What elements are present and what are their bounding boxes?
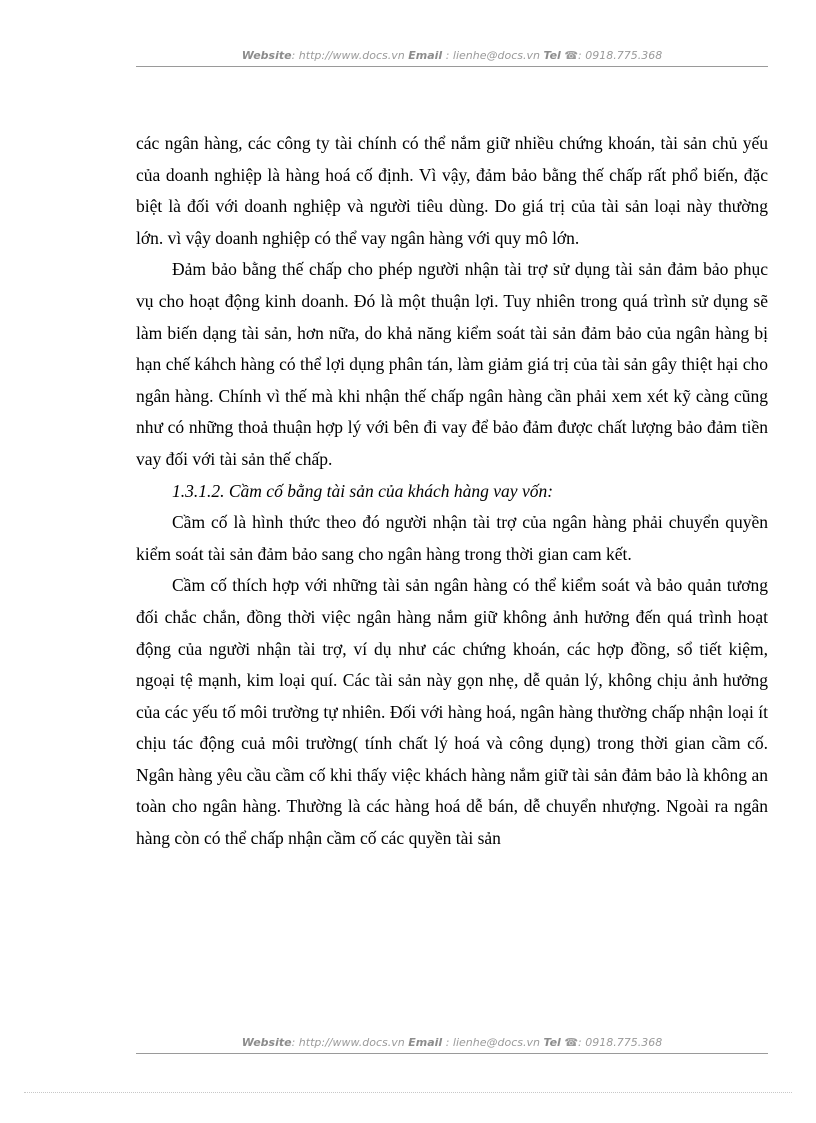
header-rule bbox=[136, 66, 768, 67]
section-heading: 1.3.1.2. Cầm cố bằng tài sản của khách hàng vay vốn: bbox=[172, 480, 554, 501]
footer-tel-label: Tel bbox=[543, 1036, 561, 1049]
footer-email-value: : lienhe@docs.vn bbox=[445, 1036, 540, 1049]
document-body bbox=[136, 128, 768, 855]
phone-icon: ☎ bbox=[564, 49, 579, 62]
header-tel-label: Tel bbox=[543, 49, 561, 62]
footer-email-label: Email bbox=[408, 1036, 443, 1049]
paragraph-3: Cầm cố là hình thức theo đó người nhận tài trợ của ngân hàng phải chuyển quyền kiểm soát tài sản đảm bảo sang cho ngân hàng trong thời gian cam kết. bbox=[136, 512, 768, 564]
footer-website-label: Website bbox=[241, 1036, 292, 1049]
header-website-value: : http://www.docs.vn bbox=[291, 49, 405, 62]
footer-rule bbox=[136, 1053, 768, 1054]
header-tel-value: : 0918.775.368 bbox=[578, 49, 663, 62]
header-email-value: : lienhe@docs.vn bbox=[445, 49, 540, 62]
page-edge-divider bbox=[24, 1092, 792, 1093]
footer-website-value: : http://www.docs.vn bbox=[291, 1036, 405, 1049]
header-website-label: Website bbox=[241, 49, 292, 62]
paragraph-4: Cầm cố thích hợp với những tài sản ngân hàng có thể kiểm soát và bảo quản tương đối chắc chắn, đồng thời việc ngân hàng nắm giữ không ảnh hưởng đến quá trình hoạt động của người nhận tài trợ, ví dụ như các chứng khoán, các hợp đồng, sổ tiết kiệm, ngoại tệ mạnh, kim loại quí. Các tài sản này gọn nhẹ, dễ quản lý, không chịu ảnh hưởng của các yếu tố môi trường tự nhiên. Đối với hàng hoá, ngân hàng thường chấp nhận loại ít chịu tác động cuả môi trường( tính chất lý hoá và công dụng) trong thời gian cầm cố. Ngân hàng yêu cầu cầm cố khi thấy việc khách hàng nắm giữ tài sản đảm bảo là không an toàn cho ngân hàng. Thường là các hàng hoá dễ bán, dễ chuyển nhượng. Ngoài ra ngân hàng còn có thể chấp nhận cầm cố các quyền tài sản bbox=[136, 575, 768, 849]
paragraph-1: các ngân hàng, các công ty tài chính có thể nắm giữ nhiều chứng khoán, tài sản chủ yếu của doanh nghiệp là hàng hoá cố định. Vì vậy, đảm bảo bằng thế chấp rất phổ biến, đặc biệt là đối với doanh nghiệp và người tiêu dùng. Do giá trị của tài sản loại này thường lớn. vì vậy doanh nghiệp có thể vay ngân hàng với quy mô lớn. bbox=[136, 133, 768, 248]
page-footer bbox=[136, 1035, 768, 1051]
footer-tel-value: : 0918.775.368 bbox=[578, 1036, 663, 1049]
header-email-label: Email bbox=[408, 49, 443, 62]
phone-icon: ☎ bbox=[564, 1036, 579, 1049]
page-header bbox=[136, 48, 768, 64]
paragraph-2: Đảm bảo bằng thế chấp cho phép người nhận tài trợ sử dụng tài sản đảm bảo phục vụ cho hoạt động kinh doanh. Đó là một thuận lợi. Tuy nhiên trong quá trình sử dụng sẽ làm biến dạng tài sản, hơn nữa, do khả năng kiểm soát tài sản đảm bảo của ngân hàng bị hạn chế káhch hàng có thể lợi dụng phân tán, làm giảm giá trị của tài sản gây thiệt hại cho ngân hàng. Chính vì thế mà khi nhận thế chấp ngân hàng cần phải xem xét kỹ càng cũng như có những thoả thuận hợp lý với bên đi vay để bảo đảm được chất lượng bảo đảm tiền vay đối với tài sản thế chấp. bbox=[136, 259, 768, 469]
